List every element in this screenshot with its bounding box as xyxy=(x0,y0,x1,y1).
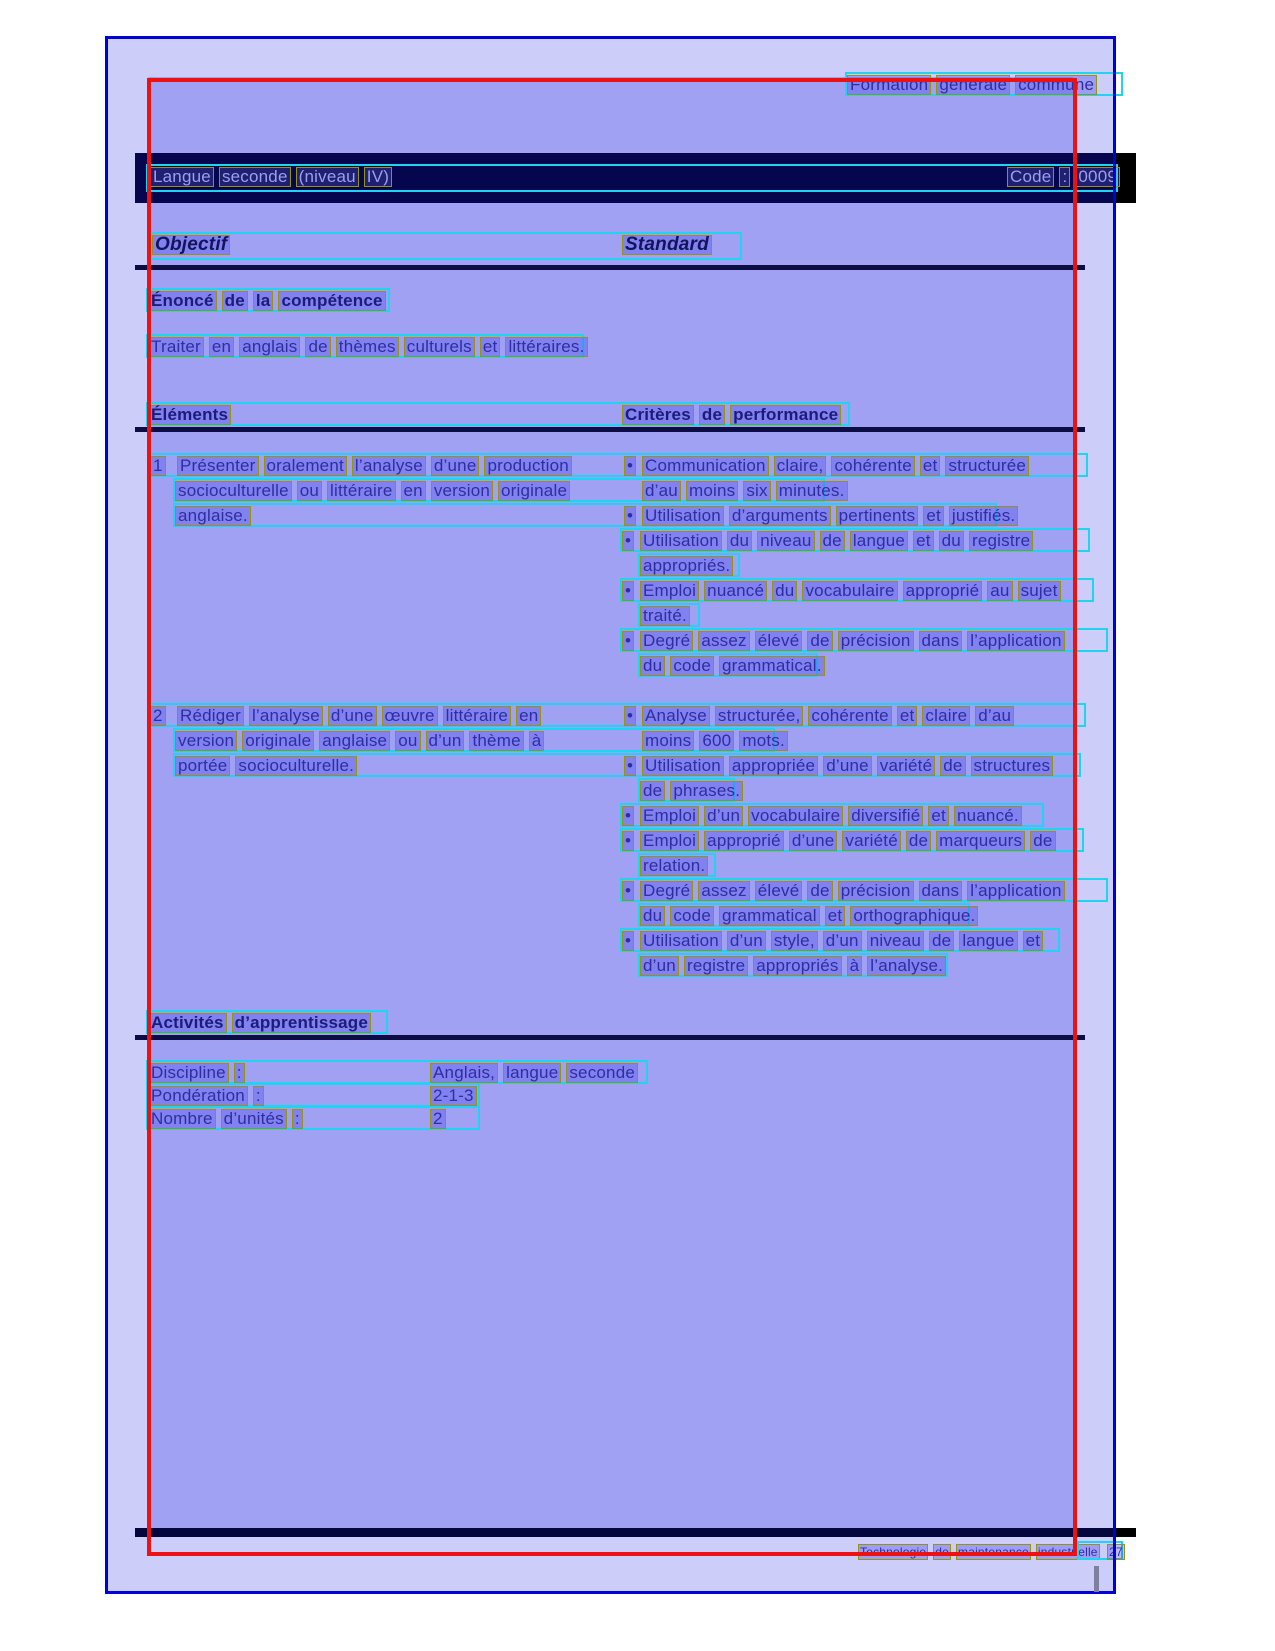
ocr-word: • xyxy=(622,631,634,651)
ocr-word: • xyxy=(624,756,636,776)
ocr-word: anglaise xyxy=(319,731,390,751)
ocr-word: de xyxy=(940,756,965,776)
ocr-word: élevé xyxy=(755,631,803,651)
ocr-word: d’un xyxy=(640,956,679,976)
ocr-word: variété xyxy=(842,831,900,851)
ocr-word: Communication xyxy=(642,456,769,476)
ocr-word: Activités xyxy=(148,1013,227,1033)
ocr-word: de xyxy=(640,781,665,801)
ocr-word: d’un xyxy=(727,931,766,951)
ocr-word: précision xyxy=(838,631,914,651)
ocr-word: moins xyxy=(642,731,694,751)
ocr-word: Code xyxy=(1007,167,1054,187)
ocr-word: littéraire xyxy=(443,706,511,726)
ocr-word: : xyxy=(1059,167,1070,187)
ocr-word: et xyxy=(480,337,501,357)
ocr-word: Langue xyxy=(150,167,214,187)
ocr-word: en xyxy=(209,337,234,357)
ocr-word: l’analyse xyxy=(249,706,323,726)
ocr-word: originale xyxy=(498,481,570,501)
ocr-word: du xyxy=(640,656,665,676)
ocr-word: structures xyxy=(971,756,1054,776)
ocr-word: thèmes xyxy=(336,337,399,357)
ocr-word: grammatical. xyxy=(719,656,825,676)
ocr-word: littéraire xyxy=(327,481,395,501)
ocr-word: production xyxy=(484,456,571,476)
ocr-word: littéraires. xyxy=(505,337,587,357)
ocr-word: nuancé xyxy=(704,581,767,601)
ocr-word: d’une xyxy=(823,756,872,776)
ocr-word: et xyxy=(928,806,949,826)
ocr-word: Critères xyxy=(622,405,694,425)
ocr-word: langue xyxy=(503,1063,561,1083)
ocr-word: d’au xyxy=(642,481,681,501)
ocr-word: Discipline xyxy=(148,1063,229,1083)
ocr-word: Utilisation xyxy=(642,756,724,776)
ocr-word: à xyxy=(529,731,545,751)
ocr-word: Degré xyxy=(640,631,693,651)
ocr-word: Emploi xyxy=(640,581,699,601)
ocr-word: (niveau xyxy=(296,167,359,187)
ocr-word: • xyxy=(624,706,636,726)
ocr-word: d’une xyxy=(431,456,480,476)
ocr-word: ou xyxy=(297,481,322,501)
ocr-word: pertinents xyxy=(836,506,919,526)
ocr-word: appropriés. xyxy=(640,556,733,576)
ocr-word: et xyxy=(897,706,918,726)
ocr-word: mots. xyxy=(739,731,788,751)
ocr-word: Formation xyxy=(847,75,931,95)
ocr-word: Traiter xyxy=(148,337,204,357)
ocr-word: structurée, xyxy=(715,706,804,726)
ocr-word: du xyxy=(939,531,964,551)
ocr-word: et xyxy=(920,456,941,476)
ocr-word: 2 xyxy=(430,1109,446,1129)
ocr-word: élevé xyxy=(755,881,803,901)
ocr-word: • xyxy=(624,506,636,526)
ocr-word: Degré xyxy=(640,881,693,901)
ocr-word: • xyxy=(624,456,636,476)
ocr-word: l’application xyxy=(967,631,1064,651)
ocr-word: relation. xyxy=(640,856,708,876)
ocr-word: de xyxy=(1030,831,1055,851)
ocr-word: d’une xyxy=(328,706,377,726)
ocr-word: originale xyxy=(242,731,314,751)
ocr-word: de xyxy=(807,881,832,901)
ocr-word: claire, xyxy=(774,456,827,476)
ocr-word: 600 xyxy=(699,731,734,751)
ocr-word: langue xyxy=(850,531,908,551)
ocr-word: Rédiger xyxy=(177,706,244,726)
ocr-word: industrielle xyxy=(1037,1545,1098,1559)
ocr-word: à xyxy=(847,956,863,976)
ocr-word: niveau xyxy=(867,931,924,951)
ocr-word: IV) xyxy=(364,167,392,187)
ocr-word: grammatical xyxy=(719,906,820,926)
ocr-word: Objectif xyxy=(152,235,230,255)
ocr-word: d’apprentissage xyxy=(232,1013,371,1033)
ocr-word: cohérente xyxy=(831,456,914,476)
ocr-word: compétence xyxy=(278,291,385,311)
ocr-word: de xyxy=(222,291,248,311)
ocr-word: 27 xyxy=(1109,1545,1123,1559)
ocr-word: vocabulaire xyxy=(802,581,897,601)
ocr-word: : xyxy=(292,1109,303,1129)
ocr-word: sujet xyxy=(1018,581,1061,601)
ocr-word: 2-1-3 xyxy=(430,1086,477,1106)
ocr-word: et xyxy=(825,906,846,926)
ocr-word: registre xyxy=(684,956,748,976)
ocr-word: nuancé. xyxy=(954,806,1022,826)
ocr-word: : xyxy=(234,1063,245,1083)
ocr-word: anglaise. xyxy=(175,506,251,526)
ocr-word: seconde xyxy=(219,167,291,187)
ocr-word: anglais xyxy=(239,337,300,357)
ocr-word: moins xyxy=(686,481,738,501)
ocr-word: en xyxy=(401,481,426,501)
ocr-word: assez xyxy=(698,881,749,901)
ocr-word: thème xyxy=(469,731,523,751)
ocr-word: l’analyse xyxy=(352,456,426,476)
ocr-word: Nombre xyxy=(148,1109,216,1129)
ocr-word: d’au xyxy=(975,706,1014,726)
ocr-word: maintenance xyxy=(958,1545,1029,1559)
ocr-word: style, xyxy=(771,931,818,951)
ocr-word: et xyxy=(1023,931,1044,951)
ocr-word: l’analyse. xyxy=(867,956,946,976)
ocr-word: seconde xyxy=(566,1063,638,1083)
ocr-word: du xyxy=(640,906,665,926)
ocr-word: au xyxy=(987,581,1012,601)
ocr-region-outline xyxy=(147,78,1077,1556)
ocr-word: et xyxy=(923,506,944,526)
ocr-word: • xyxy=(622,931,634,951)
ocr-word: précision xyxy=(838,881,914,901)
ocr-word: Utilisation xyxy=(642,506,724,526)
ocr-word: performance xyxy=(730,405,841,425)
ocr-word: appropriés xyxy=(753,956,841,976)
ocr-word: claire xyxy=(922,706,970,726)
ocr-word: • xyxy=(622,831,634,851)
ocr-word: de xyxy=(906,831,931,851)
ocr-word: langue xyxy=(959,931,1017,951)
ocr-word: de xyxy=(935,1545,949,1559)
ocr-word: phrases. xyxy=(670,781,743,801)
ocr-word: • xyxy=(622,806,634,826)
ocr-word: Utilisation xyxy=(640,531,722,551)
ocr-word: • xyxy=(622,531,634,551)
ocr-word: générale xyxy=(936,75,1010,95)
ocr-word: Anglais, xyxy=(430,1063,498,1083)
ocr-word: oralement xyxy=(264,456,347,476)
ocr-word: orthographique. xyxy=(850,906,978,926)
ocr-word: traité. xyxy=(640,606,690,626)
ocr-word: ou xyxy=(395,731,420,751)
ocr-word: portée xyxy=(175,756,230,776)
ocr-word: et xyxy=(913,531,934,551)
ocr-word: de xyxy=(807,631,832,651)
ocr-word: de xyxy=(305,337,330,357)
ocr-word: approprié xyxy=(704,831,784,851)
ocr-word: • xyxy=(622,581,634,601)
ocr-word: Éléments xyxy=(148,405,231,425)
ocr-word: d’une xyxy=(789,831,838,851)
ocr-word: Standard xyxy=(622,235,712,255)
ocr-word: 2 xyxy=(150,706,166,726)
ocr-word: socioculturelle. xyxy=(235,756,357,776)
ocr-word: de xyxy=(820,531,845,551)
ocr-word: œuvre xyxy=(382,706,438,726)
ocr-word: marqueurs xyxy=(936,831,1025,851)
ocr-word: du xyxy=(772,581,797,601)
ocr-word: la xyxy=(253,291,274,311)
ocr-word: code xyxy=(670,656,714,676)
ocr-word: registre xyxy=(969,531,1033,551)
ocr-word: Énoncé xyxy=(148,291,217,311)
ocr-word: six xyxy=(743,481,770,501)
ocr-word: d’arguments xyxy=(729,506,831,526)
ocr-word: minutes. xyxy=(776,481,848,501)
ocr-word: diversifié xyxy=(848,806,923,826)
ocr-word: de xyxy=(929,931,954,951)
ocr-word: d’un xyxy=(704,806,743,826)
ocr-word: vocabulaire xyxy=(748,806,843,826)
ocr-word: dans xyxy=(919,631,963,651)
text-cursor xyxy=(1094,1566,1099,1592)
ocr-word: en xyxy=(516,706,541,726)
ocr-word: version xyxy=(431,481,493,501)
ocr-word: variété xyxy=(877,756,935,776)
ocr-word: 1 xyxy=(150,456,166,476)
ocr-word: Technologie xyxy=(860,1545,927,1559)
ocr-word: structurée xyxy=(945,456,1029,476)
ocr-word: l’application xyxy=(967,881,1064,901)
ocr-word: culturels xyxy=(404,337,475,357)
ocr-word: socioculturelle xyxy=(175,481,292,501)
ocr-word: d’un xyxy=(823,931,862,951)
ocr-word: Emploi xyxy=(640,806,699,826)
ocr-word: : xyxy=(253,1086,264,1106)
ocr-word: version xyxy=(175,731,237,751)
ocr-word: cohérente xyxy=(808,706,891,726)
ocr-word: commune xyxy=(1015,75,1097,95)
ocr-word: Pondération xyxy=(148,1086,248,1106)
ocr-word: dans xyxy=(919,881,963,901)
ocr-word: niveau xyxy=(757,531,814,551)
ocr-word: Emploi xyxy=(640,831,699,851)
ocr-word: assez xyxy=(698,631,749,651)
ocr-word: • xyxy=(622,881,634,901)
ocr-word: Analyse xyxy=(642,706,710,726)
ocr-word: Utilisation xyxy=(640,931,722,951)
ocr-word: justifiés. xyxy=(949,506,1018,526)
ocr-word: d’un xyxy=(426,731,465,751)
ocr-word: Présenter xyxy=(177,456,259,476)
ocr-word: 0009 xyxy=(1075,167,1120,187)
ocr-word: d’unités xyxy=(221,1109,287,1129)
ocr-word: appropriée xyxy=(729,756,818,776)
ocr-word: code xyxy=(670,906,714,926)
ocr-word: du xyxy=(727,531,752,551)
ocr-word: de xyxy=(699,405,725,425)
ocr-word: approprié xyxy=(903,581,983,601)
